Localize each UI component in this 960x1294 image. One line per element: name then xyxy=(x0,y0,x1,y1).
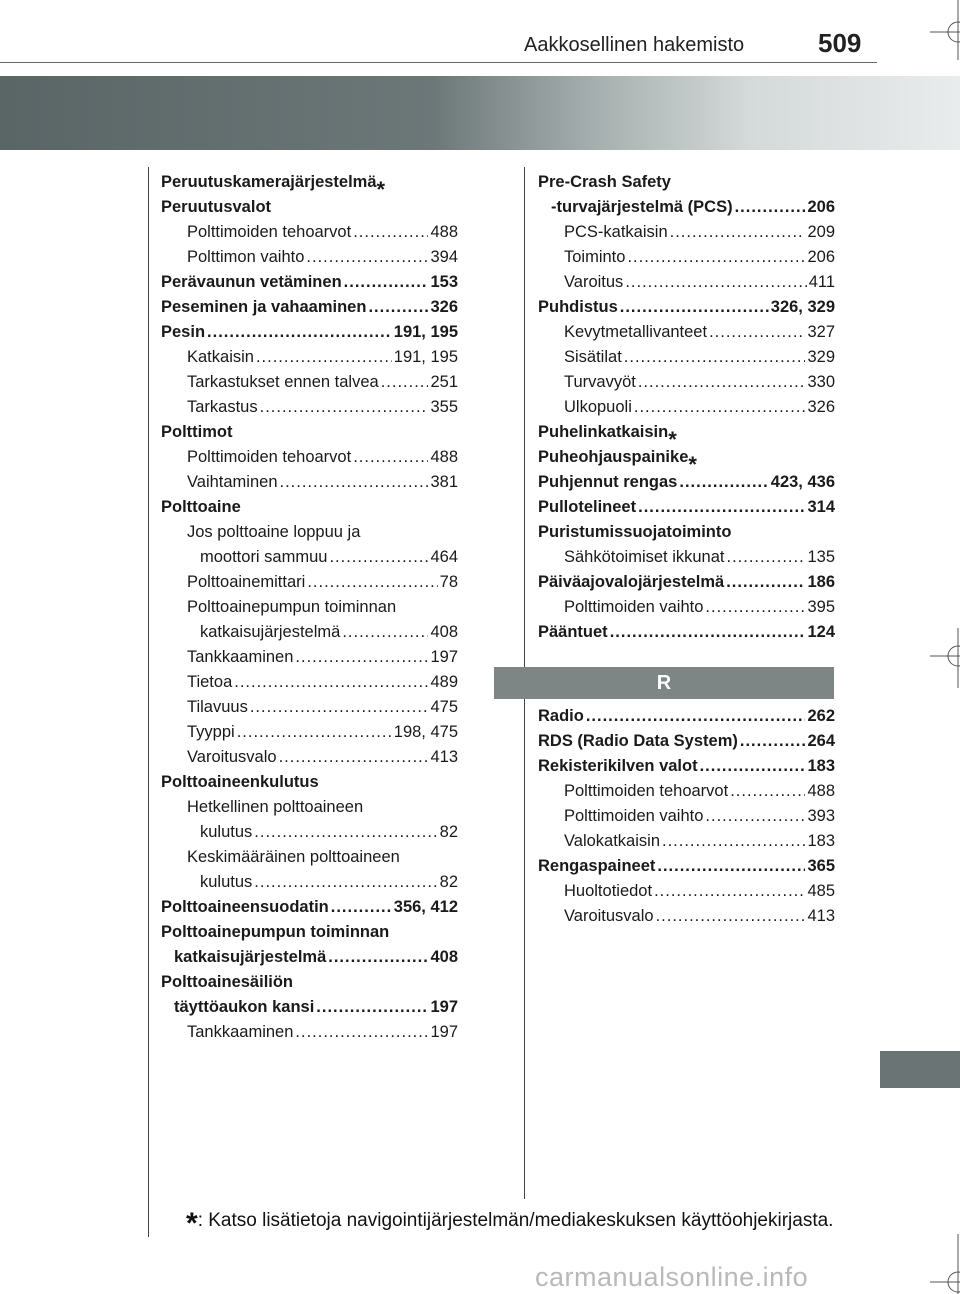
index-entry-label: -turvajärjestelmä (PCS) xyxy=(551,198,733,216)
leader-dots xyxy=(254,822,437,842)
index-entry xyxy=(538,617,835,642)
leader-dots xyxy=(381,372,429,392)
leader-dots xyxy=(638,497,805,517)
index-entry xyxy=(161,267,458,292)
index-entry-label: Turvavyöt xyxy=(564,373,636,391)
index-entry xyxy=(538,826,835,851)
leader-dots xyxy=(735,197,806,217)
index-entry xyxy=(161,442,458,467)
index-entry-page: 411 xyxy=(808,273,835,291)
index-entry xyxy=(538,217,835,242)
index-entry-label: katkaisujärjestelmä xyxy=(200,623,341,641)
index-entry-page: 82 xyxy=(439,823,458,841)
header-title: Aakkosellinen hakemisto xyxy=(524,34,745,56)
index-entry xyxy=(161,867,458,892)
leader-dots xyxy=(670,222,806,242)
index-entry-label: Polttoainepumpun toiminnan xyxy=(161,923,390,941)
index-entry-page: 488 xyxy=(430,223,458,241)
index-entry-label: Polttimoiden tehoarvot xyxy=(564,782,729,800)
leader-dots xyxy=(353,222,428,242)
index-entry-page: 191, 195 xyxy=(393,348,458,366)
leader-dots xyxy=(331,897,392,917)
index-entry xyxy=(161,467,458,492)
index-entry-label: Pullotelineet xyxy=(538,498,637,516)
index-entry-label: Radio xyxy=(538,707,584,725)
index-entry-page: 394 xyxy=(430,248,458,266)
index-entry xyxy=(538,292,835,317)
index-entry xyxy=(161,517,458,542)
index-entry-label: Päiväajovalojärjestelmä xyxy=(538,573,725,591)
leader-dots xyxy=(610,622,806,642)
index-entry-label: Jos polttoaine loppuu ja xyxy=(187,523,361,541)
index-entry xyxy=(538,392,835,417)
index-entry-page: 206 xyxy=(807,198,835,216)
leader-dots xyxy=(344,272,429,292)
index-entry-label: Varoitusvalo xyxy=(187,748,277,766)
index-entry-label: Varoitus xyxy=(564,273,624,291)
leader-dots xyxy=(329,547,428,567)
index-entry xyxy=(161,692,458,717)
index-entry: Puhelinkatkaisin * xyxy=(538,423,677,442)
index-entry xyxy=(161,542,458,567)
index-entry-label: Huoltotiedot xyxy=(564,882,653,900)
index-entry-label: Polttimoiden tehoarvot xyxy=(187,223,352,241)
registration-mark-bottom-right-icon xyxy=(930,1234,960,1294)
index-entry-page: 135 xyxy=(807,548,835,566)
index-entry-label: Rekisterikilven valot xyxy=(538,757,698,775)
index-entry-page: 413 xyxy=(430,748,458,766)
index-entry-page: 197 xyxy=(430,648,458,666)
index-entry-label: Varoitusvalo xyxy=(564,907,654,925)
leader-dots xyxy=(237,722,392,742)
header-banner xyxy=(0,76,960,150)
index-entry-page: 327 xyxy=(807,323,835,341)
index-entry xyxy=(161,767,458,792)
index-entry xyxy=(161,642,458,667)
index-entry-label: kulutus xyxy=(200,823,253,841)
index-entry xyxy=(538,701,835,726)
index-entry-page: 206 xyxy=(807,248,835,266)
index-entry-label: Tyyppi xyxy=(187,723,235,741)
leader-dots xyxy=(256,347,392,367)
leader-dots xyxy=(260,397,429,417)
index-entry xyxy=(538,342,835,367)
index-entry-label: Peseminen ja vahaaminen xyxy=(161,298,367,316)
index-entry-page: 413 xyxy=(807,907,835,925)
index-entry-page: 489 xyxy=(430,673,458,691)
leader-dots xyxy=(620,297,769,317)
page-number: 509 xyxy=(818,28,862,58)
index-entry xyxy=(538,901,835,926)
index-entry-label: Hetkellinen polttoaineen xyxy=(187,798,364,816)
index-entry-page: 326 xyxy=(807,398,835,416)
index-entry-page: 329 xyxy=(807,348,835,366)
index-entry-label: Polttoainepumpun toiminnan xyxy=(187,598,397,616)
leader-dots xyxy=(705,806,805,826)
index-entry-label: RDS (Radio Data System) xyxy=(538,732,738,750)
index-column-right xyxy=(538,167,835,642)
leader-dots xyxy=(586,706,806,726)
index-entry xyxy=(161,342,458,367)
leader-dots xyxy=(624,347,806,367)
leader-dots xyxy=(727,547,806,567)
index-entry-page: 326 xyxy=(430,298,458,316)
index-entry-page: 365 xyxy=(807,857,835,875)
index-entry xyxy=(538,801,835,826)
index-entry xyxy=(161,817,458,842)
index-entry-label: Tarkastus xyxy=(187,398,258,416)
index-entry-page: 356, 412 xyxy=(393,898,458,916)
leader-dots xyxy=(234,672,428,692)
index-entry-page: 326, 329 xyxy=(770,298,835,316)
page-header xyxy=(0,0,960,66)
leader-dots xyxy=(656,906,806,926)
leader-dots xyxy=(638,372,806,392)
index-entry-label: kulutus xyxy=(200,873,253,891)
index-entry xyxy=(161,392,458,417)
index-entry xyxy=(538,192,835,217)
index-entry-label: Vaihtaminen xyxy=(187,473,278,491)
leader-dots xyxy=(700,756,806,776)
registration-mark-top-right-icon xyxy=(930,0,960,60)
index-entry-page: 186 xyxy=(807,573,835,591)
index-entry-page: 191, 195 xyxy=(393,323,458,341)
index-entry-label: Polttimoiden tehoarvot xyxy=(187,448,352,466)
leader-dots xyxy=(726,572,805,592)
index-entry xyxy=(538,492,835,517)
leader-dots xyxy=(295,1022,428,1042)
leader-dots xyxy=(662,831,805,851)
leader-dots xyxy=(709,322,805,342)
index-entry-page: 488 xyxy=(807,782,835,800)
index-entry-label: Tankkaaminen xyxy=(187,1023,294,1041)
index-entry xyxy=(161,992,458,1017)
index-entry-label: Peruutuskamerajärjestelmä xyxy=(161,173,377,191)
index-entry-label: Valokatkaisin xyxy=(564,832,660,850)
index-entry xyxy=(161,567,458,592)
footnote-star: * xyxy=(186,1207,198,1240)
leader-dots xyxy=(295,647,428,667)
leader-dots xyxy=(679,472,768,492)
index-entry-page: 355 xyxy=(430,398,458,416)
leader-dots xyxy=(705,597,805,617)
index-entry-label: Keskimääräinen polttoaineen xyxy=(187,848,400,866)
index-entry-label: Kevytmetallivanteet xyxy=(564,323,708,341)
index-entry-label: Polttoaine xyxy=(161,498,241,516)
index-entry-page: 314 xyxy=(807,498,835,516)
section-letter-header: R xyxy=(494,667,834,699)
index-entry-label: Puristumissuojatoiminto xyxy=(538,523,732,541)
index-entry xyxy=(161,292,458,317)
index-entry xyxy=(161,742,458,767)
index-entry-page: 408 xyxy=(430,948,458,966)
index-entry-label: täyttöaukon kansi xyxy=(174,998,315,1016)
index-entry-label: Sähkötoimiset ikkunat xyxy=(564,548,725,566)
index-entry-page: 197 xyxy=(430,998,458,1016)
index-column-left xyxy=(161,167,458,1042)
index-entry-page: 393 xyxy=(807,807,835,825)
index-entry xyxy=(161,892,458,917)
leader-dots xyxy=(306,247,428,267)
leader-dots xyxy=(627,247,805,267)
index-entry-page: 423, 436 xyxy=(770,473,835,491)
index-entry-label: Tarkastukset ennen talvea xyxy=(187,373,379,391)
index-entry xyxy=(161,667,458,692)
index-entry xyxy=(538,317,835,342)
index-entry-label: Sisätilat xyxy=(564,348,622,366)
footnote xyxy=(186,1200,834,1240)
index-entry-label: Pääntuet xyxy=(538,623,608,641)
index-entry xyxy=(538,467,835,492)
index-entry xyxy=(161,792,458,817)
index-entry-page: 488 xyxy=(430,448,458,466)
index-entry xyxy=(161,917,458,942)
index-entry-page: 330 xyxy=(807,373,835,391)
registration-mark-right-middle-icon xyxy=(930,628,960,688)
index-entry: Peruutuskamerajärjestelmä * xyxy=(161,173,386,192)
leader-dots xyxy=(740,731,806,751)
index-entry-page: 475 xyxy=(430,698,458,716)
index-entry-label: Polttoaineenkulutus xyxy=(161,773,319,791)
watermark: carmanualsonline.info xyxy=(535,1262,809,1292)
leader-dots xyxy=(207,322,392,342)
index-entry-label: Polttimoiden vaihto xyxy=(564,598,704,616)
leader-dots xyxy=(730,781,805,801)
index-entry-label: Tankkaaminen xyxy=(187,648,294,666)
index-entry xyxy=(538,167,835,192)
index-entry xyxy=(161,1017,458,1042)
index-entry xyxy=(161,592,458,617)
index-entry-label: Tietoa xyxy=(187,673,233,691)
index-entry-page: 408 xyxy=(430,623,458,641)
leader-dots xyxy=(316,997,428,1017)
index-entry-page: 198, 475 xyxy=(393,723,458,741)
leader-dots xyxy=(657,856,805,876)
index-entry-page: 82 xyxy=(439,873,458,891)
index-entry-page: 78 xyxy=(439,573,458,591)
index-entry xyxy=(161,717,458,742)
index-entry xyxy=(538,751,835,776)
leader-dots xyxy=(250,697,429,717)
index-entry xyxy=(161,367,458,392)
footnote-text: : Katso lisätietoja navigointijärjestelmän/mediakeskuksen käyttöohjekirjasta. xyxy=(197,1210,834,1231)
leader-dots xyxy=(654,881,805,901)
index-entry-page: 183 xyxy=(807,757,835,775)
index-entry-page: 381 xyxy=(430,473,458,491)
index-entry-label: Pesin xyxy=(161,323,206,341)
index-entry xyxy=(538,542,835,567)
index-entry-page: 209 xyxy=(807,223,835,241)
index-entry xyxy=(161,417,458,442)
index-entry-page: 464 xyxy=(430,548,458,566)
index-entry xyxy=(161,192,458,217)
leader-dots xyxy=(328,947,428,967)
index-entry xyxy=(161,317,458,342)
index-entry-label: Polttoaineensuodatin xyxy=(161,898,329,916)
index-entry-page: 183 xyxy=(807,832,835,850)
index-entry-label: Polttimon vaihto xyxy=(187,248,305,266)
index-entry-label: Ulkopuoli xyxy=(564,398,632,416)
leader-dots xyxy=(254,872,437,892)
index-entry-label: katkaisujärjestelmä xyxy=(174,948,327,966)
index-entry xyxy=(538,851,835,876)
index-entry-label: Perävaunun vetäminen xyxy=(161,273,342,291)
index-entry-label: Polttoainemittari xyxy=(187,573,306,591)
index-entry-label: Polttoainesäiliön xyxy=(161,973,294,991)
leader-dots xyxy=(342,622,428,642)
index-entry-page: 251 xyxy=(430,373,458,391)
left-margin-rule xyxy=(148,167,149,1237)
index-entry: Puheohjauspainike * xyxy=(538,448,697,467)
index-entry xyxy=(161,942,458,967)
index-entry xyxy=(161,967,458,992)
index-entry-label: Tilavuus xyxy=(187,698,248,716)
index-entry xyxy=(161,492,458,517)
index-entry xyxy=(538,267,835,292)
index-entry-page: 197 xyxy=(430,1023,458,1041)
index-entry xyxy=(538,776,835,801)
leader-dots xyxy=(353,447,428,467)
index-entry xyxy=(538,242,835,267)
index-entry xyxy=(161,617,458,642)
index-entry-page: 485 xyxy=(807,882,835,900)
leader-dots xyxy=(625,272,806,292)
index-entry xyxy=(538,876,835,901)
index-entry-label: Polttimoiden vaihto xyxy=(564,807,704,825)
index-entry-label: Katkaisin xyxy=(187,348,254,366)
section-thumb-tab xyxy=(880,1051,960,1088)
leader-dots xyxy=(279,747,429,767)
leader-dots xyxy=(307,572,437,592)
index-entry xyxy=(538,567,835,592)
index-entry xyxy=(161,842,458,867)
index-column-right-r xyxy=(538,701,835,926)
index-entry-page: 124 xyxy=(807,623,835,641)
leader-dots xyxy=(280,472,429,492)
index-entry-label: Puhelinkatkaisin xyxy=(538,423,669,441)
index-entry-label: Polttimot xyxy=(161,423,233,441)
index-entry-label: Puhdistus xyxy=(538,298,618,316)
index-entry xyxy=(161,242,458,267)
index-entry-label: moottori sammuu xyxy=(200,548,328,566)
leader-dots xyxy=(634,397,806,417)
index-entry-label: Rengaspaineet xyxy=(538,857,656,875)
index-entry-label: Puheohjauspainike xyxy=(538,448,689,466)
index-entry xyxy=(538,592,835,617)
leader-dots xyxy=(368,297,428,317)
index-entry-page: 262 xyxy=(807,707,835,725)
header-rule xyxy=(0,62,877,63)
index-entry-label: Toiminto xyxy=(564,248,626,266)
index-entry-label: Peruutusvalot xyxy=(161,198,272,216)
index-entry xyxy=(538,726,835,751)
index-entry xyxy=(161,217,458,242)
index-entry xyxy=(538,517,835,542)
index-entry-page: 395 xyxy=(807,598,835,616)
index-entry-label: PCS-katkaisin xyxy=(564,223,668,241)
index-entry-page: 264 xyxy=(807,732,835,750)
index-entry-page: 153 xyxy=(430,273,458,291)
index-entry-label: Puhjennut rengas xyxy=(538,473,678,491)
index-entry xyxy=(538,367,835,392)
index-entry-label: Pre-Crash Safety xyxy=(538,173,671,191)
